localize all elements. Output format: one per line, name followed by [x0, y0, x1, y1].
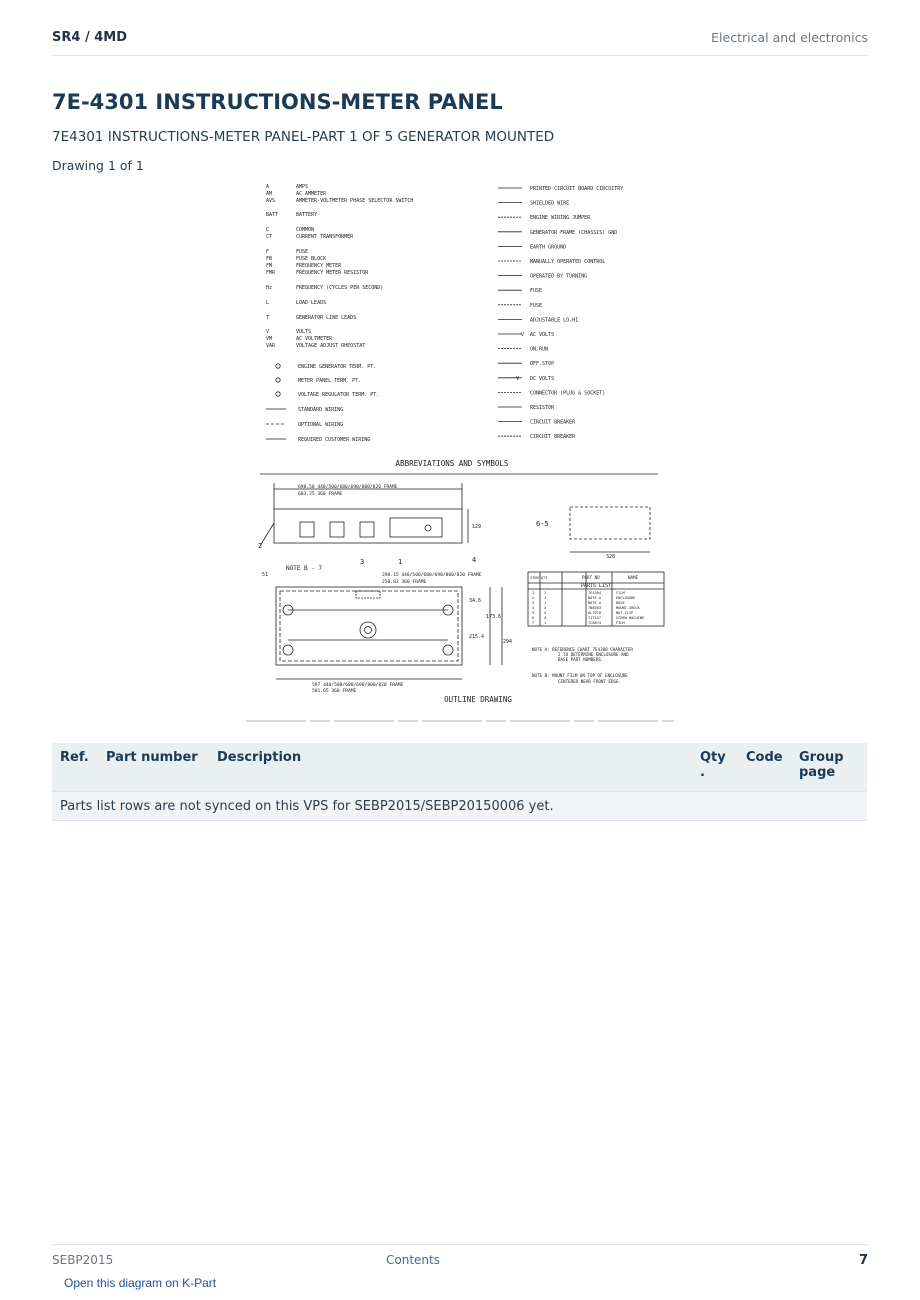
- parts-list-header: ITEM QTY: [530, 576, 548, 580]
- parts-list-item: 1: [532, 591, 535, 595]
- abbrev-code: T: [266, 315, 270, 321]
- abbrev-code: V: [266, 329, 270, 335]
- schematic-drawing: [240, 178, 680, 726]
- abbrev-code: A: [266, 184, 270, 190]
- parts-table: [52, 743, 867, 821]
- parts-list-caption: PARTS LIST: [580, 583, 612, 589]
- drawing-note: BASE PART NUMBERS.: [558, 657, 604, 662]
- symbol-label: ON.RUN: [530, 346, 549, 353]
- parts-list-part-no: 7C8674: [588, 621, 601, 625]
- terminal-label: VOLTAGE REGULATOR TERM. PT.: [298, 392, 380, 398]
- parts-list-qty: 1: [544, 601, 547, 605]
- symbol-label: MANUALLY OPERATED CONTROL: [530, 259, 606, 265]
- page-subtitle: 7E4301 INSTRUCTIONS-METER PANEL-PART 1 OF 5 GENERATOR MOUNTED: [52, 129, 555, 145]
- control-panel-box: [390, 518, 442, 537]
- dimension-label: 698.50 440/500/680/690/800/820 FRAME: [298, 485, 398, 490]
- schematic-svg: [240, 178, 680, 726]
- col-part-number: Part number: [98, 743, 209, 792]
- drawing-note: NOTE B: MOUNT FILM ON TOP OF ENCLOSURE: [532, 673, 628, 678]
- parts-list-part-no: NOTE A: [588, 601, 601, 605]
- dimension-label: 294: [503, 639, 513, 645]
- parts-list-header: PART NO: [582, 575, 600, 580]
- col-group-page: Group page: [791, 743, 867, 792]
- parts-list-name: SCREW-MACHINE: [616, 616, 645, 620]
- col-code: Code: [738, 743, 791, 792]
- parts-list-header: NAME: [628, 575, 639, 580]
- center-hole-icon: [360, 622, 376, 638]
- symbol-label: ENGINE WIRING JUMPER: [530, 215, 591, 222]
- symbol-label: PRINTED CIRCUIT BOARD CIRCUITRY: [530, 186, 624, 192]
- abbrev-code: VAR: [266, 343, 276, 349]
- terminal-label: METER PANEL TERM. PT.: [298, 378, 362, 384]
- abbrev-meaning: VOLTS: [296, 329, 312, 335]
- abbrev-code: C: [266, 227, 270, 233]
- abbrev-code: L: [266, 300, 270, 306]
- col-ref: Ref.: [52, 743, 98, 792]
- parts-list-qty: 1: [544, 621, 547, 625]
- terminal-point-icon: [276, 392, 280, 396]
- callout-label: 3: [360, 558, 365, 566]
- section-label: Electrical and electronics: [711, 30, 868, 45]
- drawing-note: 2 TO DETERMINE ENCLOSURE AND: [558, 652, 629, 657]
- page-header: [52, 28, 868, 56]
- dimension-label: 250.83 360 FRAME: [382, 580, 427, 585]
- abbrev-meaning: FUSE: [296, 249, 309, 255]
- col-qty: Qty .: [692, 743, 738, 792]
- abbrev-meaning: CURRENT TRANSFORMER: [296, 234, 354, 240]
- dimension-label: 603.25 360 FRAME: [298, 492, 343, 497]
- dimension-label: 129: [472, 524, 482, 530]
- dimension-label: 34.6: [469, 598, 482, 604]
- parts-list-part-no: 7J7157: [588, 616, 601, 620]
- parts-list-item: 7: [532, 621, 535, 625]
- abbrev-meaning: VOLTAGE ADJUST RHEOSTAT: [296, 343, 366, 349]
- symbol-label: ADJUSTABLE LO-HI: [530, 317, 579, 324]
- parts-list-qty: 4: [544, 606, 547, 610]
- symbol-label: AC VOLTS: [530, 332, 555, 338]
- parts-list-part-no: 7N8503: [588, 606, 601, 610]
- wiring-label: OPTIONAL WIRING: [298, 422, 344, 428]
- abbrev-meaning: AC AMMETER: [296, 191, 327, 197]
- symbol-label: GENERATOR FRAME (CHASSIS) GND: [530, 229, 618, 236]
- symbol-label: OPERATED BY TURNING: [530, 273, 588, 280]
- parts-list-name: FILM: [616, 591, 625, 595]
- dimension-label: 215.4: [469, 634, 485, 640]
- abbrev-code: Hz: [266, 285, 273, 291]
- symbol-label: DC VOLTS: [530, 375, 555, 382]
- dimension-label: 298.15 440/500/680/690/800/820 FRAME: [382, 573, 482, 578]
- abbrev-code: F: [266, 249, 270, 255]
- mount-hole-icon: [283, 645, 293, 655]
- dimension-label: 51: [262, 572, 269, 578]
- symbol-label: FUSE: [530, 302, 543, 309]
- document-id: SEBP2015: [52, 1253, 114, 1267]
- page-number: 7: [858, 1253, 868, 1268]
- callout-label: NOTE B - 7: [286, 565, 323, 572]
- callout-label: 1: [398, 558, 403, 566]
- outline-heading: OUTLINE DRAWING: [444, 695, 512, 704]
- symbol-label: CIRCUIT BREAKER: [530, 419, 576, 426]
- front-view-enclosure: [274, 509, 462, 543]
- abbrev-meaning: FREQUENCY METER: [296, 263, 342, 269]
- symbol-label: FUSE: [530, 288, 543, 295]
- abbrev-meaning: AMMETER-VOLTMETER PHASE SELECTOR SWITCH: [296, 198, 414, 204]
- mount-hole-icon: [443, 645, 453, 655]
- terminal-label: ENGINE GENERATOR TERM. PT.: [298, 364, 377, 370]
- sync-message: Parts list rows are not synced on this VPS for SEBP2015/SEBP20150006 yet.: [52, 792, 867, 821]
- abbrev-meaning: GENERATOR LINE LEADS: [296, 315, 357, 321]
- parts-list-part-no: 7E4304: [588, 591, 601, 595]
- abbrev-code: AVS: [266, 198, 276, 204]
- drawing-note: CENTERED NEAR FRONT EDGE.: [558, 679, 622, 684]
- wiring-label: REQUIRED CUSTOMER WIRING: [298, 437, 371, 443]
- parts-list-part-no: NOTE A: [588, 596, 601, 600]
- abbrev-meaning: COMMON: [296, 227, 315, 233]
- top-view-enclosure: [276, 587, 462, 665]
- table-header-row: [52, 743, 867, 792]
- parts-list-qty: 4: [544, 616, 547, 620]
- page-title: 7E-4301 INSTRUCTIONS-METER PANEL: [52, 90, 503, 114]
- terminal-point-icon: [276, 364, 280, 368]
- dimension-label: 173.6: [486, 614, 502, 620]
- abbrev-meaning: FREQUENCY METER RESISTOR: [296, 270, 369, 276]
- abbrev-meaning: FREQUENCY (CYCLES PER SECOND): [296, 285, 384, 291]
- abbrev-meaning: AC VOLTMETER: [296, 336, 333, 342]
- callout-label: 4: [472, 556, 477, 564]
- dimension-label: 597 440/500/680/690/800/820 FRAME: [312, 683, 404, 688]
- side-view-enclosure: [570, 507, 650, 539]
- terminal-point-icon: [276, 378, 280, 382]
- parts-list-item: 6: [532, 616, 535, 620]
- abbrev-meaning: FUSE BLOCK: [296, 256, 327, 262]
- callout-label: 2: [258, 542, 263, 550]
- dc-volts-prefix: V: [516, 376, 520, 382]
- abbrev-meaning: BATTERY: [296, 212, 318, 218]
- symbol-label: OFF.STOP: [530, 361, 555, 368]
- switch-knob-icon: [425, 525, 431, 531]
- parts-list-item: 3: [532, 601, 535, 605]
- parts-list-name: FILM: [616, 621, 625, 625]
- abbrev-code: CT: [266, 234, 273, 240]
- parts-list-name: MOUNT-SHOCK: [616, 606, 640, 610]
- wiring-label: STANDARD WIRING: [298, 407, 344, 413]
- abbrev-meaning: AMPS: [296, 184, 309, 190]
- symbol-label: EARTH GROUND: [530, 244, 567, 251]
- abbrev-code: FM: [266, 263, 273, 269]
- parts-list-name: BASE: [616, 601, 625, 605]
- drawing-counter: Drawing 1 of 1: [52, 158, 144, 173]
- abbrev-code: AM: [266, 191, 273, 197]
- dimension-label: 328: [606, 554, 616, 560]
- table-row: [52, 792, 867, 821]
- parts-list-qty: 4: [544, 611, 547, 615]
- meter-1-icon: [300, 522, 314, 537]
- abbrev-code: VM: [266, 336, 273, 342]
- parts-list-part-no: 6L7078: [588, 611, 601, 615]
- callout-label: 6-5: [536, 520, 549, 528]
- symbol-label: SHIELDED WIRE: [530, 200, 570, 207]
- parts-list-name: ENCLOSURE: [616, 596, 636, 600]
- contents-link[interactable]: Contents: [386, 1253, 440, 1267]
- col-description: Description: [209, 743, 692, 792]
- drawing-note: NOTE A: REFERENCE CHART 7E4300 CHARACTER: [532, 647, 633, 652]
- abbreviations-heading: ABBREVIATIONS AND SYMBOLS: [395, 459, 509, 468]
- symbol-label: CONNECTOR (PLUG & SOCKET): [530, 390, 606, 397]
- parts-list-item: 4: [532, 606, 535, 610]
- dimension-label: 501.65 360 FRAME: [312, 689, 357, 694]
- breadcrumb: SR4 / 4MD: [52, 30, 127, 45]
- abbrev-code: BATT: [266, 212, 279, 218]
- parts-list-name: NUT-CLIP: [616, 611, 634, 615]
- page-footer: [52, 1244, 868, 1275]
- meter-3-icon: [360, 522, 374, 537]
- abbrev-code: FMR: [266, 270, 276, 276]
- parts-list-item: 2: [532, 596, 535, 600]
- symbol-label: RESISTOR: [530, 405, 555, 411]
- ac-volts-prefix: V: [521, 332, 525, 338]
- film-location-box: [356, 591, 380, 598]
- open-k-part-link[interactable]: Open this diagram on K-Part: [64, 1276, 217, 1290]
- parts-list-qty: 1: [544, 596, 547, 600]
- parts-list-item: 5: [532, 611, 535, 615]
- abbrev-meaning: LOAD LEADS: [296, 300, 327, 306]
- symbol-label: CIRCUIT BREAKER: [530, 434, 576, 441]
- parts-list-qty: 1: [544, 591, 547, 595]
- abbrev-code: FB: [266, 256, 273, 262]
- meter-2-icon: [330, 522, 344, 537]
